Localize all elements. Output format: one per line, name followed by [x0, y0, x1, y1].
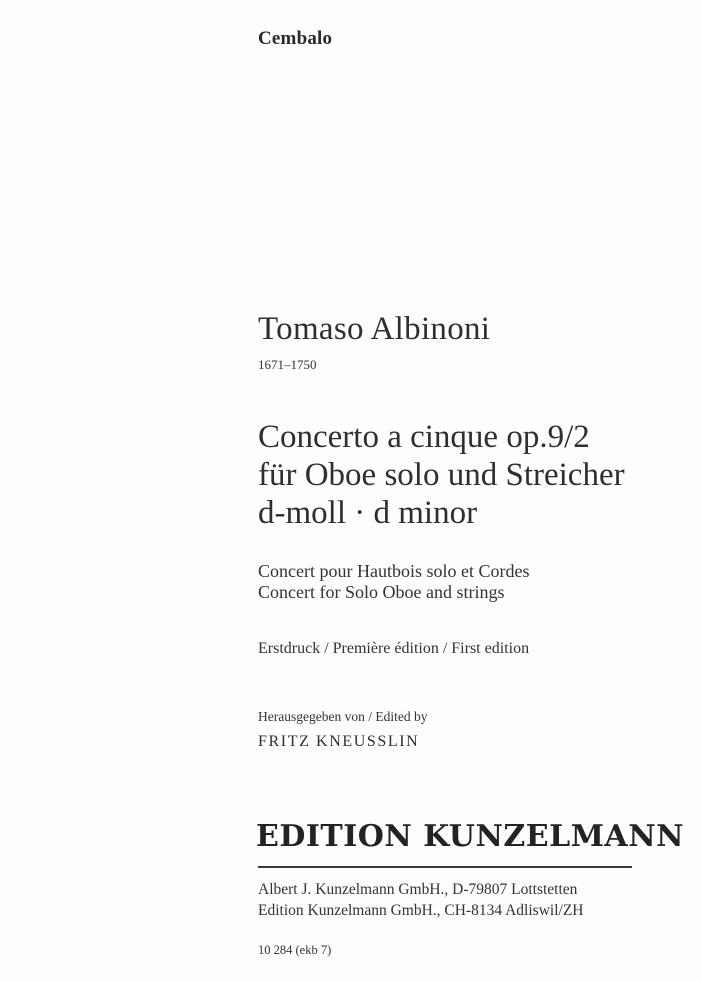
- composer-dates: 1671–1750: [258, 357, 317, 372]
- edition-note: Erstdruck / Première édition / First edition: [258, 640, 530, 657]
- editor-name: FRITZ KNEUSSLIN: [258, 733, 420, 750]
- subtitle-english: Concert for Solo Oboe and strings: [258, 582, 505, 602]
- work-title: [258, 418, 625, 532]
- work-subtitle: [258, 561, 529, 603]
- subtitle-french: Concert pour Hautbois solo et Cordes: [258, 561, 530, 581]
- address-line-2: Edition Kunzelmann GmbH., CH-8134 Adliswil/ZH: [258, 902, 584, 919]
- work-title-line-2: für Oboe solo und Streicher: [258, 457, 625, 493]
- catalog-number: 10 284 (ekb 7): [258, 943, 332, 957]
- work-title-line-3: d-moll · d minor: [258, 495, 478, 531]
- publisher-address: [258, 879, 583, 921]
- address-line-1: Albert J. Kunzelmann GmbH., D-79807 Lottstetten: [258, 881, 578, 898]
- work-title-line-1: Concerto a cinque op.9/2: [258, 419, 590, 455]
- publisher-logo: EDITION KUNZELMANN: [256, 819, 685, 854]
- instrument-heading: Cembalo: [258, 28, 333, 49]
- publisher-divider: [258, 866, 632, 868]
- editor-label: Herausgegeben von / Edited by: [258, 709, 428, 724]
- composer-name: Tomaso Albinoni: [258, 311, 491, 347]
